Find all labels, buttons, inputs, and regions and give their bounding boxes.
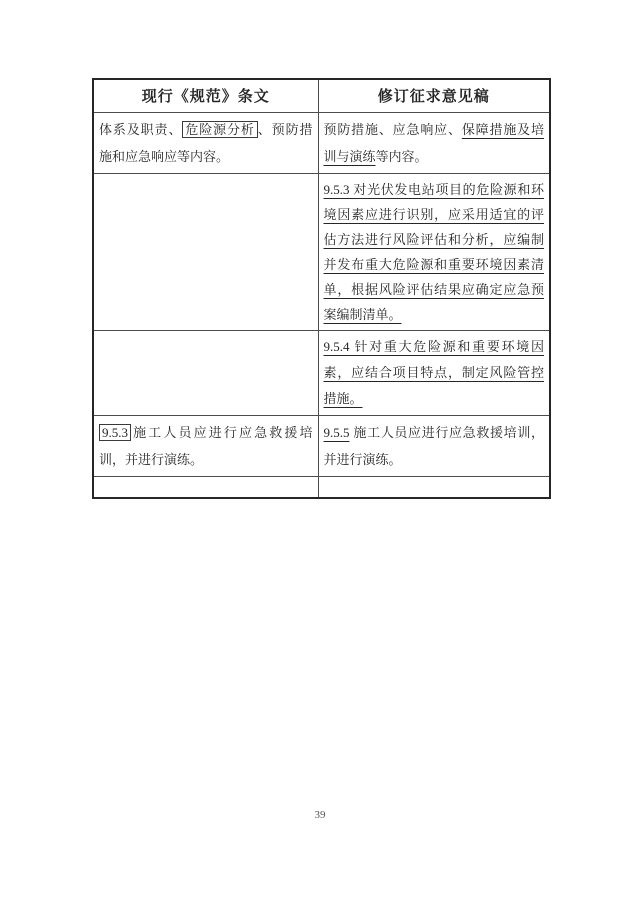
comparison-table [92, 78, 551, 499]
cell-revision-5 [318, 476, 550, 498]
cell-current-3 [93, 330, 318, 415]
underlined-text: 9.5.4 针对重大危险源和重要环境因素，应结合项目特点，制定风险管控措施。 [323, 338, 544, 406]
table-row [93, 476, 550, 498]
text-segment: 施工人员应进行应急救援培训，并进行演练。 [99, 424, 313, 467]
underlined-text: 9.5.3 对光伏发电站项目的危险源和环境因素应进行识别，应采用适宜的评估方法进行风险评估和分析，应编制并发布重大危险源和重要环境因素清单，根据风险评估结果应确定应急预案编制清单。 [323, 181, 544, 322]
table-row [93, 415, 550, 476]
cell-revision-4 [318, 415, 550, 476]
header-revision-draft: 修订征求意见稿 [318, 79, 550, 112]
cell-revision-3 [318, 330, 550, 415]
text-segment: 等内容。 [375, 148, 428, 164]
table-row [93, 330, 550, 415]
text-segment: 、预防措施和应急响应等内容。 [99, 121, 313, 164]
header-current-spec: 现行《规范》条文 [93, 79, 318, 112]
cell-revision-2 [318, 173, 550, 330]
boxed-text: 9.5.3 [99, 424, 131, 441]
page-number: 39 [314, 809, 326, 821]
text-segment: 预防措施、应急响应、 [323, 121, 462, 137]
cell-current-2 [93, 173, 318, 330]
boxed-text: 危险源分析 [182, 121, 257, 138]
table-row [93, 112, 550, 173]
underlined-text: 保障措施及培训与演练 [323, 121, 544, 164]
text-segment: 施工人员应进行应急救援培训，并进行演练。 [323, 424, 544, 467]
cell-revision-1 [318, 112, 550, 173]
underlined-text: 9.5.5 [323, 424, 350, 440]
table-row [93, 173, 550, 330]
cell-current-1 [93, 112, 318, 173]
cell-current-4 [93, 415, 318, 476]
text-segment: 体系及职责、 [99, 121, 183, 137]
table-header-row [93, 79, 550, 112]
cell-current-5 [93, 476, 318, 498]
